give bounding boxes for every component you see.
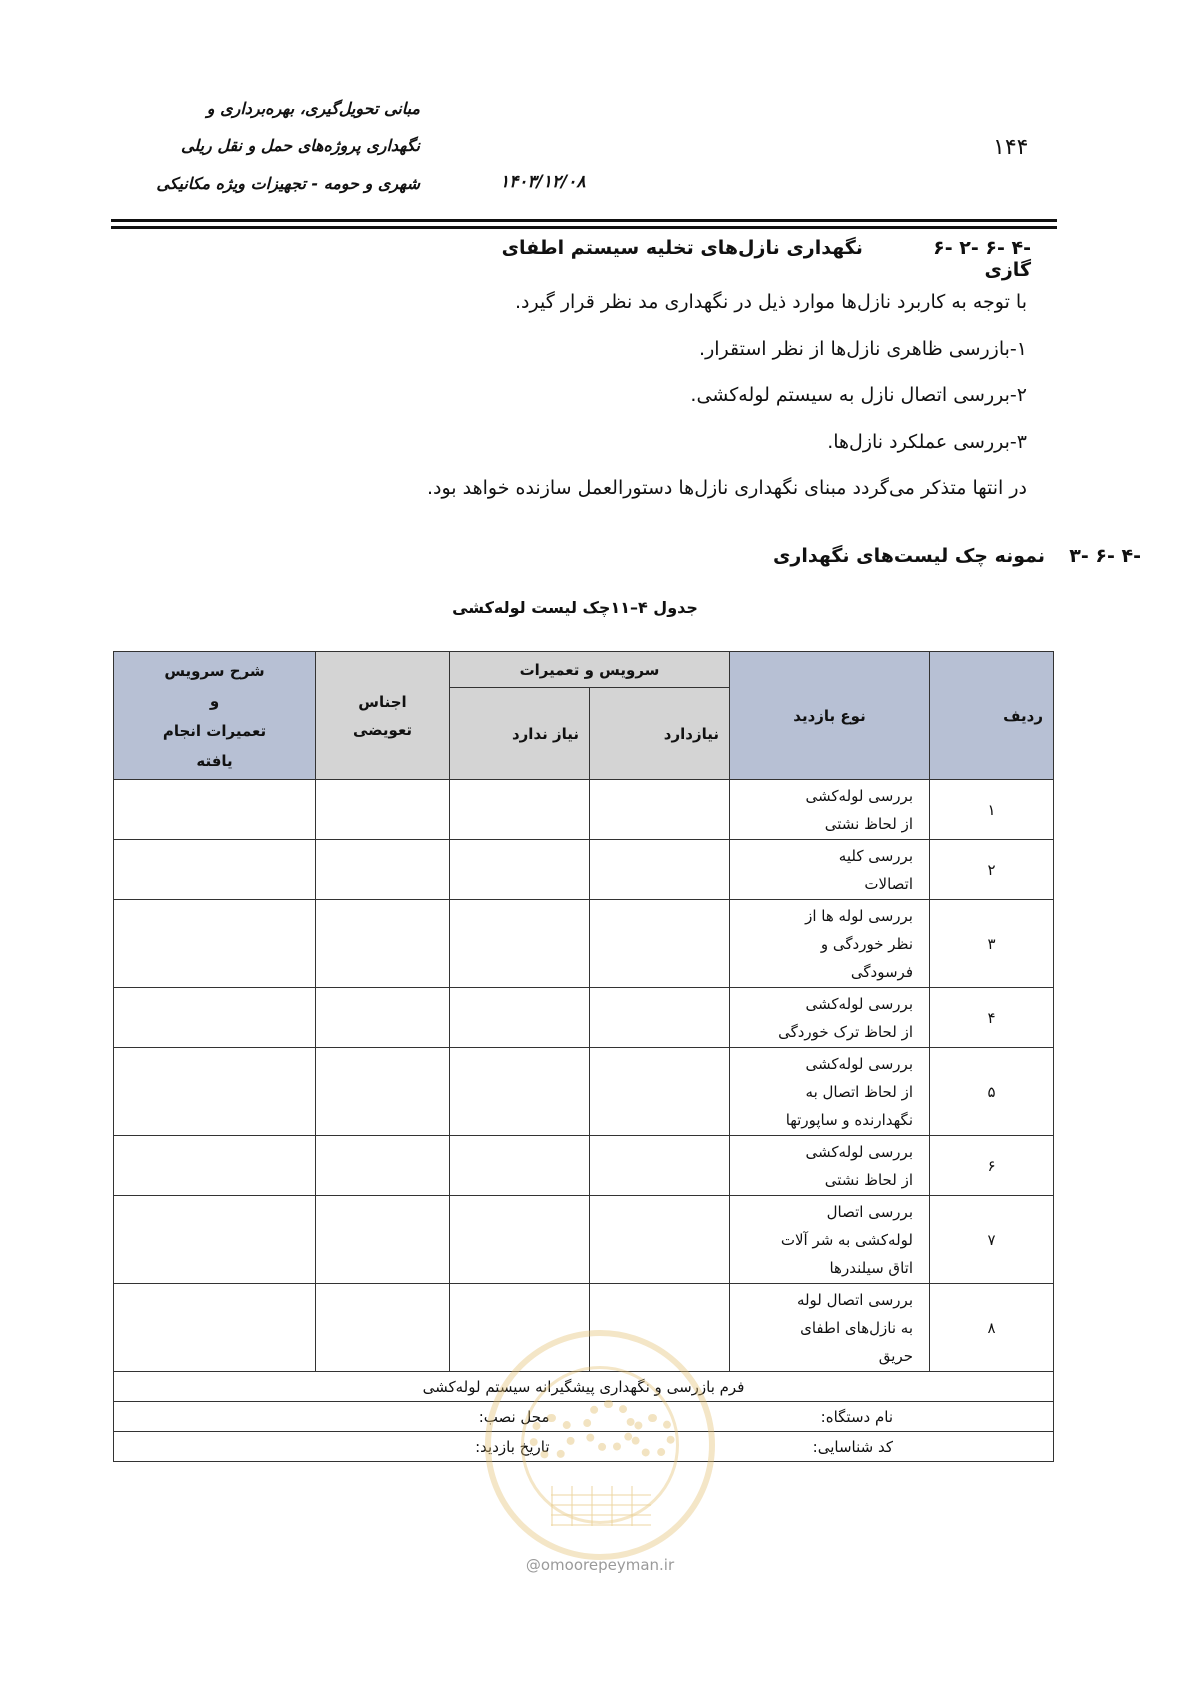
- list-item: ۲-بررسی اتصال نازل به سیستم لوله‌کشی.: [690, 384, 1027, 406]
- list-item: ۱-بازرسی ظاهری نازل‌ها از نظر استقرار.: [699, 338, 1027, 360]
- watermark-seal-icon: [485, 1330, 715, 1560]
- header-rule-bottom: [111, 226, 1057, 229]
- header-parts-line: اجناس: [358, 692, 407, 711]
- visit-type-line: نگهدارنده و ساپورتها: [785, 1110, 913, 1129]
- parts-cell[interactable]: [316, 1136, 450, 1196]
- row-number: ۷: [930, 1196, 1054, 1284]
- header-service-group: سرویس و تعمیرات: [450, 652, 730, 688]
- parts-cell[interactable]: [316, 780, 450, 840]
- visit-type-line: از لحاظ اتصال به: [805, 1082, 913, 1101]
- brick-wall-icon: [551, 1486, 651, 1526]
- row-number: ۸: [930, 1284, 1054, 1372]
- visit-type-cell: [730, 1196, 930, 1284]
- visit-type-line: به نازل‌های اطفای: [800, 1318, 913, 1337]
- section-title-2: نمونه چک لیست‌های نگهداری: [773, 545, 1046, 567]
- needs-cell[interactable]: [590, 1048, 730, 1136]
- no-need-cell[interactable]: [450, 1048, 590, 1136]
- header-line-3: شهری و حومه - تجهیزات ویژه مکانیکی: [156, 174, 420, 193]
- visit-type-line: از لحاظ ترک خوردگی: [778, 1022, 913, 1041]
- header-parts-line: تعویضی: [352, 720, 413, 739]
- visit-type-cell: [730, 780, 930, 840]
- description-cell[interactable]: [114, 1284, 316, 1372]
- running-header-3: [110, 173, 420, 195]
- table-row: [114, 1196, 1054, 1284]
- parts-cell[interactable]: [316, 840, 450, 900]
- visit-type-line: از لحاظ نشتی: [824, 1170, 913, 1189]
- form-title: فرم بازرسی و نگهداری پیشگیرانه سیستم لوله‌کشی: [114, 1372, 1054, 1402]
- needs-cell[interactable]: [590, 1196, 730, 1284]
- visit-type-line: اتصالات: [864, 874, 913, 893]
- section-heading-2: [741, 545, 1141, 567]
- no-need-cell[interactable]: [450, 1136, 590, 1196]
- header-line-2: نگهداری پروژه‌های حمل و نقل ریلی: [180, 136, 420, 155]
- header-service-description: [114, 652, 316, 780]
- header-visit-type: نوع بازدید: [730, 652, 930, 780]
- visit-type-cell: [730, 988, 930, 1048]
- table-row: [114, 1048, 1054, 1136]
- row-number: ۳: [930, 900, 1054, 988]
- table-row: [114, 988, 1054, 1048]
- row-number: ۴: [930, 988, 1054, 1048]
- visit-type-cell: [730, 1284, 930, 1372]
- section-number-2: -۴ -۶ -۳: [1069, 545, 1141, 567]
- section-heading-1: [451, 237, 1031, 281]
- row-number: ۲: [930, 840, 1054, 900]
- visit-type-line: فرسودگی: [850, 962, 913, 981]
- section-number: -۴ -۶ -۲ -۶: [933, 237, 1031, 259]
- install-location-label[interactable]: محل نصب:: [114, 1402, 590, 1432]
- visit-type-line: لوله‌کشی به شر آلات: [780, 1230, 913, 1249]
- header-rule-top: [111, 219, 1057, 222]
- parts-cell[interactable]: [316, 900, 450, 988]
- header-desc-line: یافته: [196, 751, 233, 770]
- visit-type-line: اتاق سیلندرها: [829, 1258, 913, 1277]
- header-desc-line: و: [209, 691, 220, 710]
- visit-type-line: بررسی لوله ها از: [805, 906, 913, 925]
- visit-date-label[interactable]: تاریخ بازدید:: [114, 1432, 590, 1462]
- visit-type-line: بررسی لوله‌کشی: [805, 1142, 913, 1161]
- description-cell[interactable]: [114, 1136, 316, 1196]
- visit-type-cell: [730, 840, 930, 900]
- no-need-cell[interactable]: [450, 780, 590, 840]
- visit-type-cell: [730, 900, 930, 988]
- visit-type-line: بررسی لوله‌کشی: [805, 994, 913, 1013]
- row-number: ۵: [930, 1048, 1054, 1136]
- section-intro: با توجه به کاربرد نازل‌ها موارد ذیل در نگهداری مد نظر قرار گیرد.: [515, 291, 1027, 313]
- parts-cell[interactable]: [316, 988, 450, 1048]
- header-desc-line: شرح سرویس: [164, 661, 265, 680]
- table-row: [114, 840, 1054, 900]
- gear-icon: [631, 1414, 675, 1458]
- parts-cell[interactable]: [316, 1196, 450, 1284]
- header-needs: نیازدارد: [590, 688, 730, 780]
- list-item: ۳-بررسی عملکرد نازل‌ها.: [827, 431, 1027, 453]
- row-number: ۶: [930, 1136, 1054, 1196]
- watermark-site: @omoorepeyman.ir: [525, 1556, 675, 1574]
- header-row-number: ردیف: [930, 652, 1054, 780]
- description-cell[interactable]: [114, 900, 316, 988]
- no-need-cell[interactable]: [450, 1196, 590, 1284]
- gear-icon: [583, 1400, 635, 1452]
- gear-icon: [529, 1414, 575, 1460]
- visit-type-cell: [730, 1048, 930, 1136]
- running-header-2: [110, 135, 420, 157]
- needs-cell[interactable]: [590, 900, 730, 988]
- header-no-need: نیاز ندارد: [450, 688, 590, 780]
- table-caption: جدول ۴–۱۱چک لیست لوله‌کشی: [452, 598, 698, 617]
- device-name-label[interactable]: نام دستگاه:: [590, 1402, 1054, 1432]
- no-need-cell[interactable]: [450, 900, 590, 988]
- description-cell[interactable]: [114, 840, 316, 900]
- parts-cell[interactable]: [316, 1284, 450, 1372]
- visit-type-line: بررسی کلیه: [838, 846, 913, 865]
- visit-type-line: از لحاظ نشتی: [824, 814, 913, 833]
- description-cell[interactable]: [114, 1048, 316, 1136]
- section-title: نگهداری نازل‌های تخلیه سیستم اطفای گازی: [501, 237, 1031, 281]
- needs-cell[interactable]: [590, 1136, 730, 1196]
- id-code-label[interactable]: کد شناسایی:: [590, 1432, 1054, 1462]
- no-need-cell[interactable]: [450, 840, 590, 900]
- header-date: ۱۴۰۳/۱۲/۰۸: [500, 172, 586, 192]
- visit-type-line: نظر خوردگی و: [820, 934, 913, 953]
- visit-type-line: بررسی لوله‌کشی: [805, 1054, 913, 1073]
- table-row: [114, 900, 1054, 988]
- row-number: ۱: [930, 780, 1054, 840]
- table-row: [114, 1136, 1054, 1196]
- section-closing: در انتها متذکر می‌گردد مبنای نگهداری نازل‌ها دستورالعمل سازنده خواهد بود.: [426, 477, 1027, 499]
- visit-type-line: حریق: [878, 1346, 913, 1365]
- header-desc-line: تعمیرات انجام: [162, 721, 267, 740]
- visit-type-cell: [730, 1136, 930, 1196]
- header-replacement-parts: [316, 652, 450, 780]
- no-need-cell[interactable]: [450, 988, 590, 1048]
- needs-cell[interactable]: [590, 780, 730, 840]
- visit-type-line: بررسی اتصال: [826, 1202, 913, 1221]
- description-cell[interactable]: [114, 988, 316, 1048]
- description-cell[interactable]: [114, 1196, 316, 1284]
- parts-cell[interactable]: [316, 1048, 450, 1136]
- visit-type-line: بررسی لوله‌کشی: [805, 786, 913, 805]
- visit-type-line: بررسی اتصال لوله: [796, 1290, 913, 1309]
- table-row: [114, 780, 1054, 840]
- description-cell[interactable]: [114, 780, 316, 840]
- needs-cell[interactable]: [590, 988, 730, 1048]
- needs-cell[interactable]: [590, 840, 730, 900]
- running-header: [110, 98, 420, 120]
- page-number: ۱۴۴: [993, 135, 1029, 160]
- header-line-1: مبانی تحویل‌گیری، بهره‌برداری و: [206, 99, 420, 118]
